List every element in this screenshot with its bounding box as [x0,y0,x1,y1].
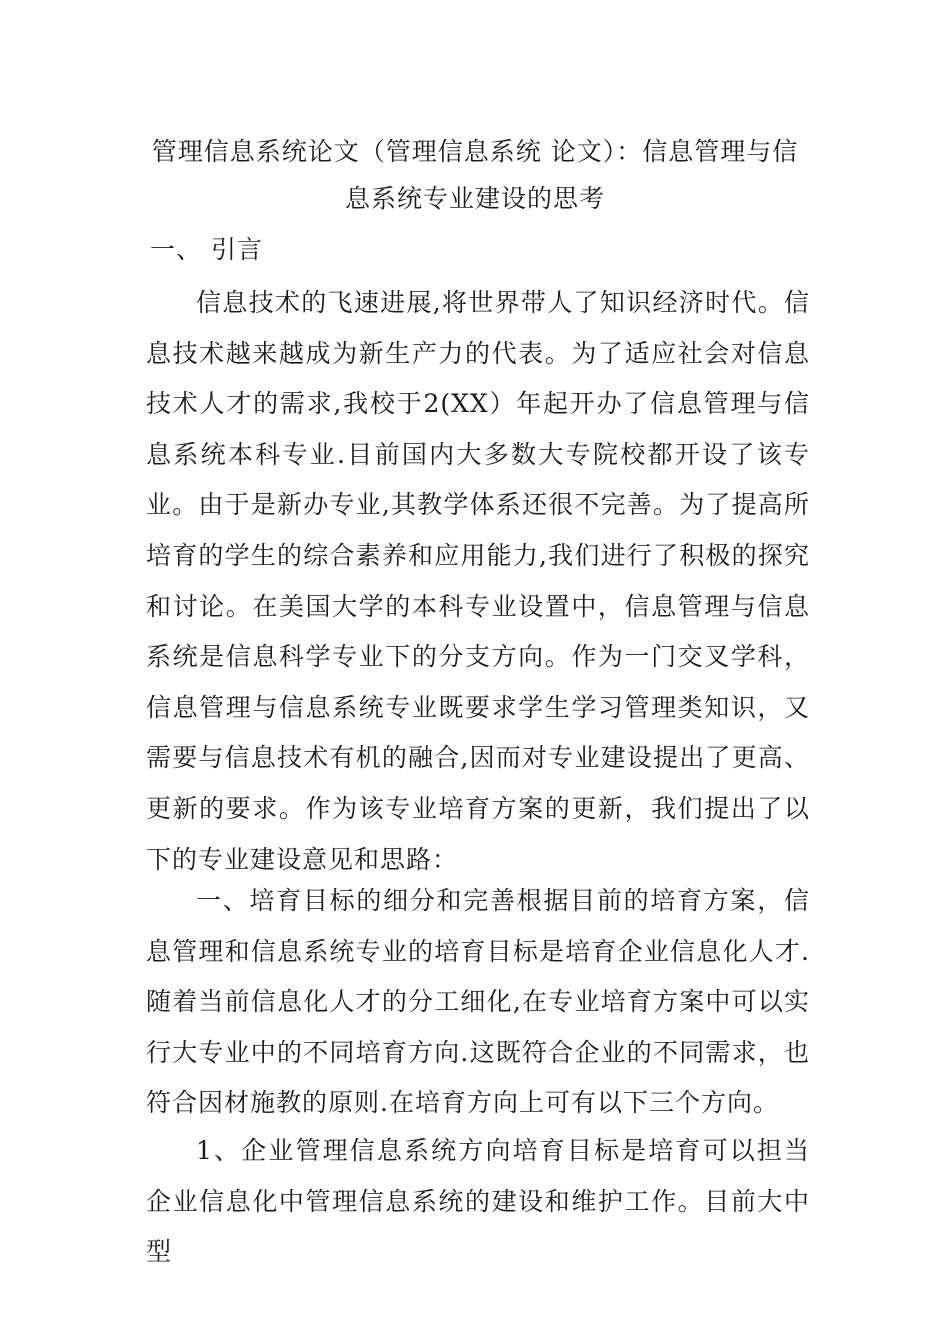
body-paragraph: 一、培育目标的细分和完善根据目前的培育方案，信息管理和信息系统专业的培育目标是培育企业信息化人才.随着当前信息化人才的分工细化,在专业培育方案中可以实行大专业中的不同培育方向.这既符合企业的不同需求，也符合因材施教的原则.在培育方向上可有以下三个方向。 [146,886,810,1118]
document-title: 管理信息系统论文（管理信息系统 论文）：信息管理与信息系统专业建设的思考 [151,137,799,213]
body-paragraph: 1、企业管理信息系统方向培育目标是培育可以担当企业信息化中管理信息系统的建设和维护工作。目前大中型 [146,1136,810,1267]
body-paragraph: 信息技术的飞速进展,将世界带人了知识经济时代。信息技术越来越成为新生产力的代表。为了适应社会对信息技术人才的需求,我校于2(XX）年起开办了信息管理与信息系统本科专业.目前国内大多数大专院校都开设了该专业。由于是新办专业,其教学体系还很不完善。为了提高所培育的学生的综合素养和应用能力,我们进行了积极的探究和讨论。在美国大学的本科专业设置中，信息管理与信息系统是信息科学专业下的分支方向。作为一门交叉学科，信息管理与信息系统专业既要求学生学习管理类知识，又需要与信息技术有机的融合,因而对专业建设提出了更高、更新的要求。作为该专业培育方案的更新，我们提出了以下的专业建设意见和思路： [146,288,810,874]
section-heading: 一、 引言 [150,235,263,264]
